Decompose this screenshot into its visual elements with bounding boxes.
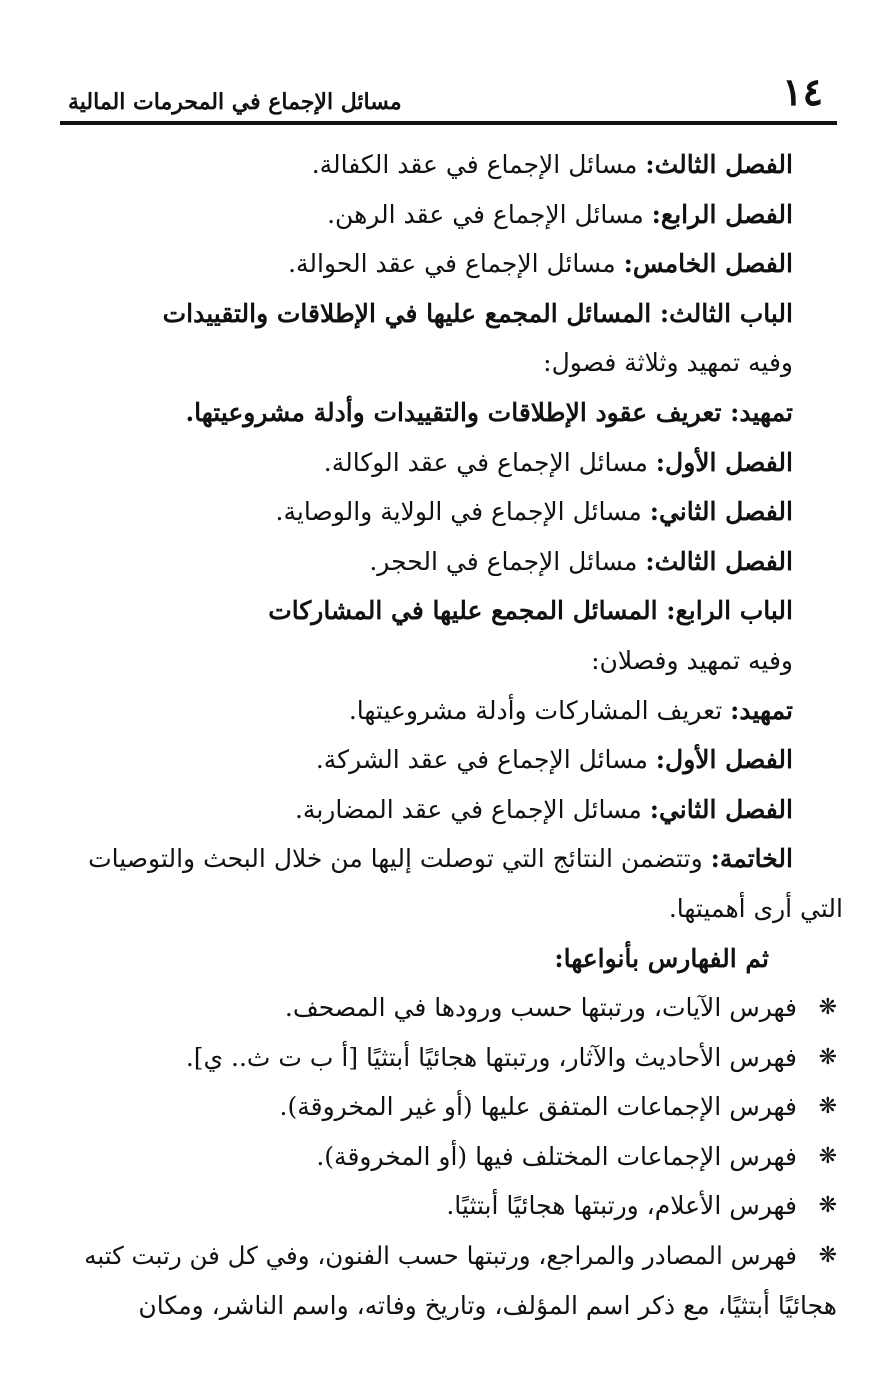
part-intro: وفيه تمهيد وفصلان: bbox=[591, 645, 793, 675]
asterisk-icon: ❋ bbox=[818, 995, 837, 1021]
index-item-text: فهرس الآيات، ورتبتها حسب ورودها في المصحف. bbox=[284, 993, 797, 1023]
header-rule bbox=[60, 121, 837, 125]
asterisk-icon: ❋ bbox=[818, 1094, 837, 1120]
preface-heading: تمهيد: تعريف عقود الإطلاقات والتقييدات وأدلة مشروعيتها. bbox=[185, 397, 793, 427]
chapter-label: الفصل الخامس: bbox=[623, 249, 793, 279]
index-item bbox=[78, 1033, 837, 1083]
chapter-line bbox=[78, 537, 793, 587]
chapter-text: مسائل الإجماع في عقد المضاربة. bbox=[294, 794, 650, 824]
page-header bbox=[60, 69, 837, 122]
page-number: ١٤ bbox=[782, 69, 823, 114]
conclusion-continuation: التي أرى أهميتها. bbox=[668, 893, 843, 923]
chapter-label: الفصل الأول: bbox=[655, 447, 793, 477]
chapter-line bbox=[78, 686, 793, 736]
chapter-line bbox=[78, 487, 793, 537]
conclusion-label: الخاتمة: bbox=[710, 844, 793, 874]
chapter-text: مسائل الإجماع في عقد الشركة. bbox=[315, 745, 656, 775]
conclusion-text: وتتضمن النتائج التي توصلت إليها من خلال البحث والتوصيات bbox=[88, 844, 711, 874]
part-heading: الباب الرابع: المسائل المجمع عليها في المشاركات bbox=[268, 596, 793, 626]
chapter-label: تمهيد: bbox=[730, 695, 793, 725]
conclusion-line bbox=[68, 834, 793, 884]
indexes-heading: ثم الفهارس بأنواعها: bbox=[554, 943, 769, 973]
chapter-label: الفصل الثالث: bbox=[645, 546, 793, 576]
chapter-line bbox=[78, 140, 793, 190]
asterisk-icon: ❋ bbox=[818, 1044, 837, 1070]
chapter-text: تعريف المشاركات وأدلة مشروعيتها. bbox=[348, 695, 731, 725]
index-item bbox=[78, 1231, 837, 1281]
chapter-text: مسائل الإجماع في عقد الحوالة. bbox=[288, 249, 624, 279]
part-intro: وفيه تمهيد وثلاثة فصول: bbox=[543, 348, 793, 378]
running-title: مسائل الإجماع في المحرمات المالية bbox=[68, 89, 402, 115]
index-item-continuation: هجائيًا أبتثيًا، مع ذكر اسم المؤلف، وتاريخ وفاته، واسم الناشر، ومكان bbox=[138, 1290, 837, 1320]
chapter-label: الفصل الرابع: bbox=[651, 199, 793, 229]
index-item bbox=[78, 1181, 837, 1231]
chapter-line bbox=[78, 190, 793, 240]
chapter-text: مسائل الإجماع في عقد الرهن. bbox=[327, 199, 652, 229]
index-item-text: فهرس الأعلام، ورتبتها هجائيًا أبتثيًا. bbox=[446, 1191, 797, 1221]
chapter-line bbox=[78, 438, 793, 488]
asterisk-icon: ❋ bbox=[818, 1243, 837, 1269]
part-heading: الباب الثالث: المسائل المجمع عليها في الإطلاقات والتقييدات bbox=[162, 298, 793, 328]
index-item-text: فهرس الأحاديث والآثار، ورتبتها هجائيًا أبتثيًا [أ ب ت ث.. ي]. bbox=[185, 1042, 797, 1072]
chapter-label: الفصل الثالث: bbox=[645, 150, 793, 179]
index-item-text: فهرس الإجماعات المختلف فيها (أو المخروقة). bbox=[316, 1141, 797, 1171]
asterisk-icon: ❋ bbox=[818, 1143, 837, 1169]
index-item-text: فهرس المصادر والمراجع، ورتبتها حسب الفنون، وفي كل فن رتبت كتبه bbox=[84, 1241, 797, 1271]
chapter-label: الفصل الأول: bbox=[655, 745, 793, 775]
chapter-text: مسائل الإجماع في عقد الوكالة. bbox=[323, 447, 656, 477]
asterisk-icon: ❋ bbox=[818, 1193, 837, 1219]
chapter-line bbox=[78, 239, 793, 289]
chapter-text: مسائل الإجماع في الحجر. bbox=[369, 546, 646, 576]
chapter-text: مسائل الإجماع في عقد الكفالة. bbox=[311, 150, 646, 179]
index-item bbox=[78, 983, 837, 1033]
chapter-line bbox=[78, 735, 793, 785]
chapter-label: الفصل الثاني: bbox=[649, 794, 793, 824]
index-item bbox=[78, 1132, 837, 1182]
chapter-text: مسائل الإجماع في الولاية والوصاية. bbox=[275, 497, 650, 527]
chapter-label: الفصل الثاني: bbox=[649, 497, 793, 527]
page-content bbox=[78, 140, 843, 1330]
index-item-text: فهرس الإجماعات المتفق عليها (أو غير المخروقة). bbox=[279, 1092, 797, 1122]
index-item bbox=[78, 1082, 837, 1132]
chapter-line bbox=[78, 785, 793, 835]
